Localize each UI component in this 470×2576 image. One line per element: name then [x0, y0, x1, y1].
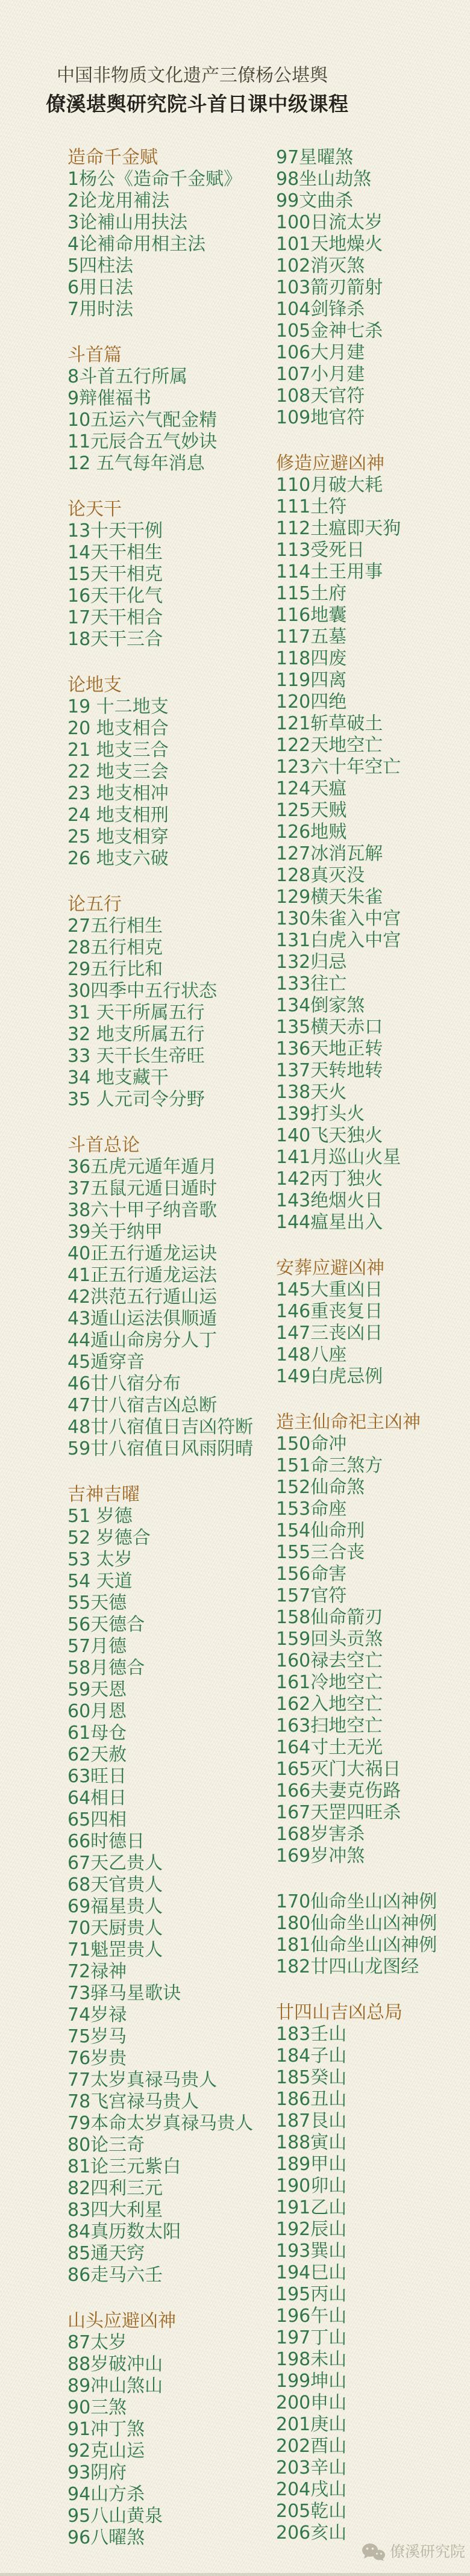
list-item: 55天德: [67, 1592, 127, 1614]
list-item: 66时德日: [67, 1831, 145, 1852]
list-item: 61母仓: [67, 1723, 127, 1744]
list-item: 194巳山: [276, 2262, 347, 2283]
list-item: 202酉山: [276, 2436, 347, 2457]
list-item: 193巽山: [276, 2241, 347, 2262]
list-item: 116地囊: [276, 605, 347, 626]
list-item: 43遁山运法俱顺遁: [67, 1308, 218, 1329]
list-item: 110月破大耗: [276, 475, 383, 496]
list-item: 199坤山: [276, 2371, 347, 2392]
bottom-edge-divider: [0, 2573, 470, 2576]
list-item: 144瘟星出入: [276, 1212, 383, 1233]
list-item: 195丙山: [276, 2284, 347, 2305]
list-item: 96八曜煞: [67, 2527, 145, 2548]
list-item: 142丙丁独火: [276, 1168, 383, 1190]
list-item: 124天瘟: [276, 778, 347, 799]
list-item: 65四相: [67, 1809, 127, 1830]
list-item: 107小月建: [276, 364, 365, 385]
list-item: 40正五行遁龙运诀: [67, 1243, 218, 1264]
list-item: 152仙命煞: [276, 1477, 365, 1498]
list-item: 13十天干例: [67, 520, 163, 541]
list-item: 130朱雀入中宫: [276, 908, 401, 929]
list-item: 140飞天独火: [276, 1125, 383, 1146]
list-item: 192辰山: [276, 2219, 347, 2240]
list-item: 35 人元司令分野: [67, 1089, 205, 1110]
list-item: 186丑山: [276, 2089, 347, 2110]
list-item: 64相日: [67, 1788, 127, 1809]
list-item: 38六十甲子纳音歌: [67, 1200, 218, 1221]
list-item: 138天火: [276, 1082, 347, 1103]
list-item: 44遁山命房分人丁: [67, 1330, 218, 1351]
list-item: 155三合丧: [276, 1542, 365, 1563]
list-item: 100日流太岁: [276, 212, 383, 233]
list-item: 117五墓: [276, 626, 347, 647]
list-item: 76岁贵: [67, 2048, 127, 2069]
list-item: 23 地支相冲: [67, 783, 169, 804]
list-item: 51 岁德: [67, 1506, 133, 1527]
list-item: 97星曜煞: [276, 147, 354, 168]
list-item: 74岁禄: [67, 2004, 127, 2026]
section-header: 造主仙命祀主凶神: [276, 1412, 421, 1433]
list-item: 148八座: [276, 1344, 347, 1365]
list-item: 112土瘟即天狗: [276, 518, 401, 539]
list-item: 184子山: [276, 2045, 347, 2066]
course-section: [276, 1412, 470, 1867]
list-item: 26 地支六破: [67, 848, 169, 869]
list-item: 70天厨贵人: [67, 1918, 163, 1939]
list-item: 79本命太岁真禄马贵人: [67, 2113, 254, 2134]
list-item: 29五行比和: [67, 959, 163, 980]
section-header: 斗首篇: [67, 345, 122, 366]
list-item: 105金神七杀: [276, 320, 383, 341]
list-item: 102消灭煞: [276, 255, 365, 276]
course-section: [67, 345, 276, 475]
list-item: 205乾山: [276, 2501, 347, 2522]
list-item: 128真灭没: [276, 865, 365, 886]
list-item: 6用日法: [67, 277, 134, 298]
list-item: 141月巡山火星: [276, 1147, 401, 1168]
list-item: 159回头贡煞: [276, 1629, 383, 1650]
list-item: 99文曲杀: [276, 190, 354, 211]
list-item: 113受死日: [276, 540, 365, 561]
list-item: 139打头火: [276, 1103, 365, 1124]
list-item: 78飞宫禄马贵人: [67, 2091, 199, 2112]
list-item: 103箭刃箭射: [276, 277, 383, 298]
list-item: 68天官贵人: [67, 1874, 163, 1895]
list-item: 125天贼: [276, 800, 347, 821]
list-item: 93阴府: [67, 2462, 127, 2483]
list-item: 191乙山: [276, 2197, 347, 2218]
list-item: 135横天赤口: [276, 1017, 383, 1038]
list-item: 180仙命坐山凶神例: [276, 1913, 437, 1934]
left-column: [67, 147, 276, 2549]
section-header: 廿四山吉凶总局: [276, 2002, 403, 2023]
list-item: 201庚山: [276, 2414, 347, 2435]
list-item: 32 地支所属五行: [67, 1024, 205, 1045]
list-item: 157官符: [276, 1585, 347, 1606]
list-item: 33 天干长生帝旺: [67, 1046, 205, 1067]
list-item: 63旺日: [67, 1766, 127, 1787]
watermark-label: 僚溪研究院: [389, 2543, 465, 2560]
list-item: 104剑锋杀: [276, 299, 365, 320]
section-header: 造命千金赋: [67, 147, 158, 168]
list-item: 22 地支三会: [67, 761, 169, 782]
list-item: 170仙命坐山凶神例: [276, 1891, 437, 1912]
list-item: 58月德合: [67, 1658, 145, 1679]
list-item: 98坐山劫煞: [276, 169, 372, 190]
list-item: 183壬山: [276, 2024, 347, 2045]
list-item: 10五运六气配金精: [67, 410, 218, 431]
list-item: 15天干相克: [67, 564, 163, 585]
list-item: 151命三煞方: [276, 1455, 383, 1476]
list-item: 36五虎元遁年遁月: [67, 1156, 218, 1177]
list-item: 7用时法: [67, 299, 134, 320]
section-header: 论五行: [67, 894, 122, 915]
course-section: [276, 453, 470, 1233]
wechat-icon: [362, 2542, 386, 2562]
list-item: 1杨公《造命千金赋》: [67, 169, 242, 190]
list-item: 83四大利星: [67, 2200, 163, 2221]
list-item: 62天赦: [67, 1744, 127, 1765]
list-item: 12 五气每年消息: [67, 453, 205, 474]
list-item: 163扫地空亡: [276, 1715, 383, 1736]
list-item: 145大重凶日: [276, 1279, 383, 1300]
list-item: 19 十二地支: [67, 696, 169, 717]
list-item: 106大月建: [276, 342, 365, 363]
list-item: 182廿四山龙图经: [276, 1956, 419, 1977]
list-item: 17天干相合: [67, 607, 163, 628]
list-item: 108天官符: [276, 385, 365, 407]
list-item: 153命座: [276, 1499, 347, 1520]
list-item: 164寸土无光: [276, 1737, 383, 1758]
list-item: 90三煞: [67, 2397, 127, 2418]
section-header: 吉神吉曜: [67, 1484, 140, 1505]
list-item: 75岁马: [67, 2026, 127, 2047]
list-item: 146重丧复日: [276, 1301, 383, 1322]
list-item: 129横天朱雀: [276, 887, 383, 908]
list-item: 57月德: [67, 1636, 127, 1657]
list-item: 204戌山: [276, 2479, 347, 2500]
course-section: [67, 1484, 276, 2286]
list-item: 25 地支相穿: [67, 826, 169, 847]
list-item: 8斗首五行所属: [67, 366, 188, 387]
list-item: 123六十年空亡: [276, 756, 401, 778]
list-item: 86走马六壬: [67, 2265, 163, 2286]
list-item: 169岁冲煞: [276, 1845, 365, 1867]
list-item: 71魁罡贵人: [67, 1939, 163, 1960]
list-item: 161冷地空亡: [276, 1672, 383, 1693]
list-item: 72禄神: [67, 1961, 127, 1982]
list-item: 101天地燥火: [276, 234, 383, 255]
list-item: 52 岁德合: [67, 1527, 151, 1548]
list-item: 77太岁真禄马贵人: [67, 2069, 218, 2091]
page-subtitle: 中国非物质文化遗产三僚杨公堪舆: [57, 65, 328, 86]
list-item: 69福星贵人: [67, 1896, 163, 1917]
course-section: [67, 675, 276, 870]
list-item: 20 地支相合: [67, 718, 169, 739]
list-item: 162入地空亡: [276, 1694, 383, 1715]
list-item: 18天干三合: [67, 629, 163, 650]
list-item: 46廿八宿分布: [67, 1373, 181, 1394]
list-item: 122天地空亡: [276, 735, 383, 756]
list-item: 134倒家煞: [276, 995, 365, 1016]
list-item: 150命冲: [276, 1433, 347, 1455]
section-header: 山头应避凶神: [67, 2310, 176, 2331]
list-item: 47廿八宿吉凶总断: [67, 1395, 218, 1416]
list-item: 30四季中五行状态: [67, 981, 218, 1002]
list-item: 16天干化气: [67, 585, 163, 607]
list-item: 82四利三元: [67, 2178, 163, 2199]
list-item: 206亥山: [276, 2522, 347, 2543]
list-item: 111土符: [276, 496, 347, 517]
course-section: [67, 147, 276, 320]
course-section: [67, 1135, 276, 1460]
list-item: 14天干相生: [67, 542, 163, 563]
list-item: 3论補山用扶法: [67, 212, 188, 233]
list-item: 9辩催福书: [67, 388, 152, 409]
list-item: 37五鼠元遁日遁时: [67, 1178, 218, 1199]
list-item: 67天乙贵人: [67, 1853, 163, 1874]
list-item: 203辛山: [276, 2457, 347, 2478]
list-item: 11元辰合五气妙诀: [67, 431, 218, 452]
section-header: 斗首总论: [67, 1135, 140, 1156]
list-item: 31 天干所属五行: [67, 1002, 205, 1023]
list-item: 80论三奇: [67, 2135, 145, 2156]
course-section: [276, 2002, 470, 2544]
list-item: 54 天道: [67, 1571, 133, 1592]
list-item: 24 地支相刑: [67, 805, 169, 826]
list-item: 95八山黄泉: [67, 2506, 163, 2527]
list-item: 56天德合: [67, 1614, 145, 1635]
list-item: 149白虎忌例: [276, 1366, 383, 1387]
list-item: 92克山运: [67, 2440, 145, 2462]
list-item: 109地官符: [276, 407, 365, 428]
list-item: 48廿八宿值日吉凶符断: [67, 1417, 254, 1438]
list-item: 160禄去空亡: [276, 1650, 383, 1671]
list-item: 114土王用事: [276, 561, 383, 582]
section-header: 修造应避凶神: [276, 453, 384, 474]
list-item: 190卯山: [276, 2175, 347, 2197]
list-item: 181仙命坐山凶神例: [276, 1935, 437, 1956]
course-section: [276, 1891, 470, 1978]
list-item: 156命害: [276, 1564, 347, 1585]
list-item: 121斩草破土: [276, 713, 383, 734]
right-column: [276, 147, 470, 2544]
list-item: 185癸山: [276, 2067, 347, 2088]
course-section: [276, 1258, 470, 1388]
list-item: 45遁穿音: [67, 1352, 145, 1373]
list-item: 73驿马星歌诀: [67, 1983, 181, 2004]
list-item: 39关于纳甲: [67, 1221, 163, 1243]
list-item: 28五行相克: [67, 937, 163, 958]
list-item: 158仙命箭刃: [276, 1607, 383, 1628]
list-item: 34 地支藏干: [67, 1067, 169, 1088]
list-item: 166夫妻克伤路: [276, 1780, 401, 1801]
section-header: 论天干: [67, 499, 122, 520]
list-item: 154仙命刑: [276, 1520, 365, 1541]
list-item: 167天罡四旺杀: [276, 1802, 401, 1823]
list-item: 136天地正转: [276, 1038, 383, 1059]
list-item: 168岁害杀: [276, 1824, 365, 1845]
list-item: 88岁破冲山: [67, 2354, 163, 2375]
list-item: 84真历数太阳: [67, 2221, 181, 2242]
list-item: 85通天窍: [67, 2243, 145, 2264]
list-item: 4论補命用相主法: [67, 234, 206, 255]
list-item: 200申山: [276, 2392, 347, 2413]
list-item: 119四离: [276, 670, 347, 691]
course-section: [276, 147, 470, 429]
list-item: 94山方杀: [67, 2484, 145, 2505]
list-item: 120四绝: [276, 691, 347, 713]
list-item: 81论三元紫白: [67, 2156, 181, 2177]
list-item: 21 地支三合: [67, 740, 169, 761]
watermark: [362, 2542, 465, 2562]
list-item: 126地贼: [276, 822, 347, 843]
list-item: 87太岁: [67, 2332, 127, 2353]
list-item: 2论龙用補法: [67, 190, 170, 211]
list-item: 197丁山: [276, 2327, 347, 2348]
list-item: 196午山: [276, 2306, 347, 2327]
list-item: 41正五行遁龙运法: [67, 1265, 218, 1286]
list-item: 59天恩: [67, 1679, 127, 1700]
page-title: 僚溪堪舆研究院斗首日课中级课程: [46, 92, 349, 116]
list-item: 5四柱法: [67, 255, 134, 276]
list-item: 189甲山: [276, 2154, 347, 2175]
course-section: [67, 2310, 276, 2549]
section-header: 安葬应避凶神: [276, 1258, 384, 1279]
list-item: 143绝烟火日: [276, 1190, 383, 1211]
list-item: 187艮山: [276, 2110, 347, 2132]
list-item: 198未山: [276, 2349, 347, 2370]
list-item: 42洪范五行遁山运: [67, 1286, 218, 1308]
section-header: 论地支: [67, 675, 122, 696]
list-item: 127冰消瓦解: [276, 843, 383, 864]
list-item: 27五行相生: [67, 915, 163, 937]
list-item: 147三丧凶日: [276, 1323, 383, 1344]
list-item: 115土府: [276, 583, 347, 604]
list-item: 132归忌: [276, 952, 347, 973]
list-item: 59廿八宿值日风雨阴晴: [67, 1438, 254, 1459]
course-section: [67, 499, 276, 650]
list-item: 89冲山煞山: [67, 2375, 163, 2397]
list-item: 165灭门大祸日: [276, 1759, 401, 1780]
list-item: 133往亡: [276, 973, 347, 994]
list-item: 188寅山: [276, 2132, 347, 2153]
list-item: 60月恩: [67, 1701, 127, 1722]
list-item: 131白虎入中宫: [276, 930, 401, 951]
list-item: 137天转地转: [276, 1060, 383, 1081]
list-item: 118四废: [276, 648, 347, 669]
list-item: 53 太岁: [67, 1549, 133, 1570]
course-section: [67, 894, 276, 1111]
list-item: 91冲丁煞: [67, 2419, 145, 2440]
